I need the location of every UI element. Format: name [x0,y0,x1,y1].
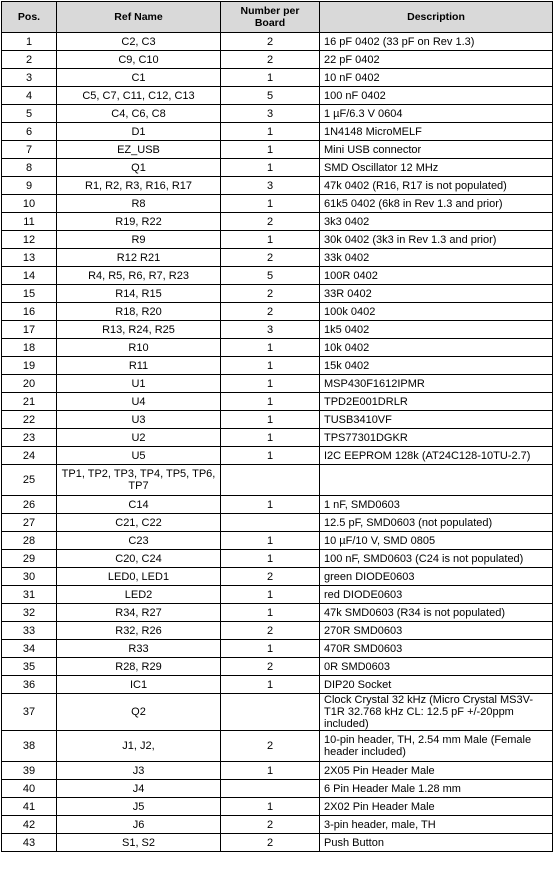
table-row [2,447,553,465]
cell-description: 100 nF 0402 [320,87,553,105]
cell-count: 5 [221,87,320,105]
cell-pos: 12 [2,231,57,249]
table-row [2,798,553,816]
cell-description: 12.5 pF, SMD0603 (not populated) [320,514,553,532]
cell-description: 3k3 0402 [320,213,553,231]
table-row [2,357,553,375]
cell-ref-name: TP1, TP2, TP3, TP4, TP5, TP6, TP7 [57,465,221,496]
cell-count: 2 [221,303,320,321]
table-row [2,568,553,586]
cell-pos: 13 [2,249,57,267]
cell-pos: 16 [2,303,57,321]
cell-count [221,694,320,731]
cell-count: 1 [221,640,320,658]
cell-description: 10k 0402 [320,339,553,357]
cell-ref-name: J4 [57,780,221,798]
cell-description: 10 nF 0402 [320,69,553,87]
table-row [2,249,553,267]
cell-description: 33k 0402 [320,249,553,267]
table-row [2,231,553,249]
cell-count: 2 [221,731,320,762]
cell-ref-name: U1 [57,375,221,393]
table-body [2,33,553,852]
cell-pos: 14 [2,267,57,285]
table-row [2,69,553,87]
cell-description: 1N4148 MicroMELF [320,123,553,141]
cell-ref-name: EZ_USB [57,141,221,159]
cell-description: TPD2E001DRLR [320,393,553,411]
cell-description: 0R SMD0603 [320,658,553,676]
cell-count: 2 [221,249,320,267]
cell-description: 30k 0402 (3k3 in Rev 1.3 and prior) [320,231,553,249]
cell-description: Push Button [320,834,553,852]
table-row [2,303,553,321]
cell-ref-name: C14 [57,496,221,514]
table-row [2,514,553,532]
cell-pos: 11 [2,213,57,231]
table-row [2,532,553,550]
cell-pos: 34 [2,640,57,658]
table-row [2,339,553,357]
cell-count: 2 [221,51,320,69]
cell-count: 2 [221,658,320,676]
cell-ref-name: Q1 [57,159,221,177]
cell-count: 2 [221,622,320,640]
cell-description: 1k5 0402 [320,321,553,339]
cell-count: 1 [221,69,320,87]
cell-description: 2X05 Pin Header Male [320,762,553,780]
cell-pos: 36 [2,676,57,694]
cell-ref-name: R11 [57,357,221,375]
cell-pos: 15 [2,285,57,303]
table-row [2,267,553,285]
cell-ref-name: LED2 [57,586,221,604]
cell-description: 2X02 Pin Header Male [320,798,553,816]
cell-pos: 32 [2,604,57,622]
cell-pos: 21 [2,393,57,411]
table-row [2,195,553,213]
cell-count: 3 [221,321,320,339]
cell-count: 1 [221,429,320,447]
table-row [2,731,553,762]
cell-ref-name: R32, R26 [57,622,221,640]
table-row [2,694,553,731]
cell-ref-name: R8 [57,195,221,213]
table-row [2,834,553,852]
cell-ref-name: R19, R22 [57,213,221,231]
cell-count: 1 [221,532,320,550]
cell-count: 1 [221,339,320,357]
header-description: Description [320,2,553,33]
cell-ref-name: R33 [57,640,221,658]
cell-description: TUSB3410VF [320,411,553,429]
cell-ref-name: R1, R2, R3, R16, R17 [57,177,221,195]
cell-ref-name: R28, R29 [57,658,221,676]
cell-count: 1 [221,375,320,393]
cell-count [221,465,320,496]
cell-count [221,780,320,798]
table-row [2,762,553,780]
cell-ref-name: R18, R20 [57,303,221,321]
cell-description: 22 pF 0402 [320,51,553,69]
cell-pos: 7 [2,141,57,159]
table-row [2,213,553,231]
cell-pos: 35 [2,658,57,676]
table-row [2,321,553,339]
cell-description: 33R 0402 [320,285,553,303]
cell-description: 61k5 0402 (6k8 in Rev 1.3 and prior) [320,195,553,213]
cell-description: 3-pin header, male, TH [320,816,553,834]
table-row [2,123,553,141]
cell-ref-name: J5 [57,798,221,816]
cell-count: 2 [221,816,320,834]
table-row [2,550,553,568]
cell-count: 1 [221,447,320,465]
cell-pos: 40 [2,780,57,798]
cell-pos: 8 [2,159,57,177]
cell-description: 100R 0402 [320,267,553,285]
table-row [2,159,553,177]
header-row [2,2,553,33]
table-header [2,2,553,33]
cell-ref-name: R9 [57,231,221,249]
cell-description: green DIODE0603 [320,568,553,586]
cell-pos: 10 [2,195,57,213]
cell-description: 10-pin header, TH, 2.54 mm Male (Female header included) [320,731,553,762]
header-pos: Pos. [2,2,57,33]
bom-table [1,1,553,852]
cell-pos: 29 [2,550,57,568]
cell-description: 16 pF 0402 (33 pF on Rev 1.3) [320,33,553,51]
cell-pos: 9 [2,177,57,195]
cell-count: 1 [221,762,320,780]
cell-count: 2 [221,834,320,852]
table-row [2,87,553,105]
table-row [2,177,553,195]
cell-ref-name: R10 [57,339,221,357]
cell-description: Clock Crystal 32 kHz (Micro Crystal MS3V-T1R 32.768 kHz CL: 12.5 pF +/-20ppm included) [320,694,553,731]
cell-description: 47k SMD0603 (R34 is not populated) [320,604,553,622]
cell-pos: 41 [2,798,57,816]
cell-description: 470R SMD0603 [320,640,553,658]
cell-ref-name: D1 [57,123,221,141]
table-row [2,411,553,429]
cell-count: 1 [221,676,320,694]
cell-count: 1 [221,141,320,159]
cell-pos: 43 [2,834,57,852]
cell-count: 2 [221,568,320,586]
cell-count: 1 [221,411,320,429]
cell-ref-name: R34, R27 [57,604,221,622]
cell-ref-name: S1, S2 [57,834,221,852]
cell-count: 1 [221,550,320,568]
cell-pos: 27 [2,514,57,532]
cell-count: 3 [221,105,320,123]
cell-description: 100 nF, SMD0603 (C24 is not populated) [320,550,553,568]
cell-description: 47k 0402 (R16, R17 is not populated) [320,177,553,195]
cell-ref-name: C5, C7, C11, C12, C13 [57,87,221,105]
cell-ref-name: J3 [57,762,221,780]
cell-description: 1 nF, SMD0603 [320,496,553,514]
cell-ref-name: IC1 [57,676,221,694]
cell-count: 1 [221,798,320,816]
cell-pos: 1 [2,33,57,51]
cell-ref-name: C9, C10 [57,51,221,69]
cell-ref-name: U3 [57,411,221,429]
cell-ref-name: C21, C22 [57,514,221,532]
cell-pos: 22 [2,411,57,429]
table-row [2,375,553,393]
cell-pos: 39 [2,762,57,780]
cell-count: 1 [221,159,320,177]
cell-ref-name: R14, R15 [57,285,221,303]
table-row [2,105,553,123]
cell-ref-name: Q2 [57,694,221,731]
cell-count: 1 [221,496,320,514]
cell-pos: 19 [2,357,57,375]
table-row [2,141,553,159]
cell-ref-name: U4 [57,393,221,411]
header-number-per-board: Number per Board [221,2,320,33]
table-row [2,393,553,411]
cell-count: 1 [221,586,320,604]
table-row [2,429,553,447]
cell-pos: 38 [2,731,57,762]
cell-pos: 31 [2,586,57,604]
table-row [2,622,553,640]
table-row [2,285,553,303]
cell-ref-name: R13, R24, R25 [57,321,221,339]
cell-count: 1 [221,231,320,249]
cell-description: 100k 0402 [320,303,553,321]
cell-pos: 23 [2,429,57,447]
cell-count: 2 [221,285,320,303]
cell-pos: 24 [2,447,57,465]
table-row [2,586,553,604]
cell-description: DIP20 Socket [320,676,553,694]
cell-count: 1 [221,393,320,411]
table-row [2,604,553,622]
cell-description: 270R SMD0603 [320,622,553,640]
cell-pos: 33 [2,622,57,640]
cell-ref-name: R4, R5, R6, R7, R23 [57,267,221,285]
cell-pos: 2 [2,51,57,69]
table-row [2,465,553,496]
cell-count: 2 [221,213,320,231]
cell-pos: 25 [2,465,57,496]
cell-pos: 42 [2,816,57,834]
cell-count: 1 [221,123,320,141]
cell-pos: 18 [2,339,57,357]
cell-description: red DIODE0603 [320,586,553,604]
cell-pos: 4 [2,87,57,105]
table-row [2,51,553,69]
cell-count: 5 [221,267,320,285]
cell-description: SMD Oscillator 12 MHz [320,159,553,177]
table-row [2,640,553,658]
table-row [2,816,553,834]
cell-ref-name: J6 [57,816,221,834]
cell-description [320,465,553,496]
cell-pos: 37 [2,694,57,731]
cell-ref-name: C2, C3 [57,33,221,51]
cell-description: TPS77301DGKR [320,429,553,447]
cell-count: 1 [221,604,320,622]
cell-count: 1 [221,195,320,213]
cell-description: Mini USB connector [320,141,553,159]
cell-pos: 28 [2,532,57,550]
cell-description: 1 µF/6.3 V 0604 [320,105,553,123]
table-row [2,496,553,514]
cell-pos: 30 [2,568,57,586]
table-row [2,676,553,694]
cell-ref-name: R12 R21 [57,249,221,267]
cell-ref-name: J1, J2, [57,731,221,762]
table-row [2,33,553,51]
cell-ref-name: U5 [57,447,221,465]
cell-count: 1 [221,357,320,375]
cell-count: 3 [221,177,320,195]
cell-pos: 17 [2,321,57,339]
cell-ref-name: C4, C6, C8 [57,105,221,123]
cell-description: MSP430F1612IPMR [320,375,553,393]
cell-pos: 26 [2,496,57,514]
cell-pos: 20 [2,375,57,393]
header-ref-name: Ref Name [57,2,221,33]
cell-description: I2C EEPROM 128k (AT24C128-10TU-2.7) [320,447,553,465]
cell-count: 2 [221,33,320,51]
cell-description: 10 µF/10 V, SMD 0805 [320,532,553,550]
cell-ref-name: C1 [57,69,221,87]
cell-pos: 3 [2,69,57,87]
cell-ref-name: C23 [57,532,221,550]
cell-ref-name: U2 [57,429,221,447]
cell-count [221,514,320,532]
cell-description: 6 Pin Header Male 1.28 mm [320,780,553,798]
cell-description: 15k 0402 [320,357,553,375]
table-row [2,658,553,676]
cell-ref-name: C20, C24 [57,550,221,568]
cell-pos: 6 [2,123,57,141]
cell-ref-name: LED0, LED1 [57,568,221,586]
cell-pos: 5 [2,105,57,123]
table-row [2,780,553,798]
